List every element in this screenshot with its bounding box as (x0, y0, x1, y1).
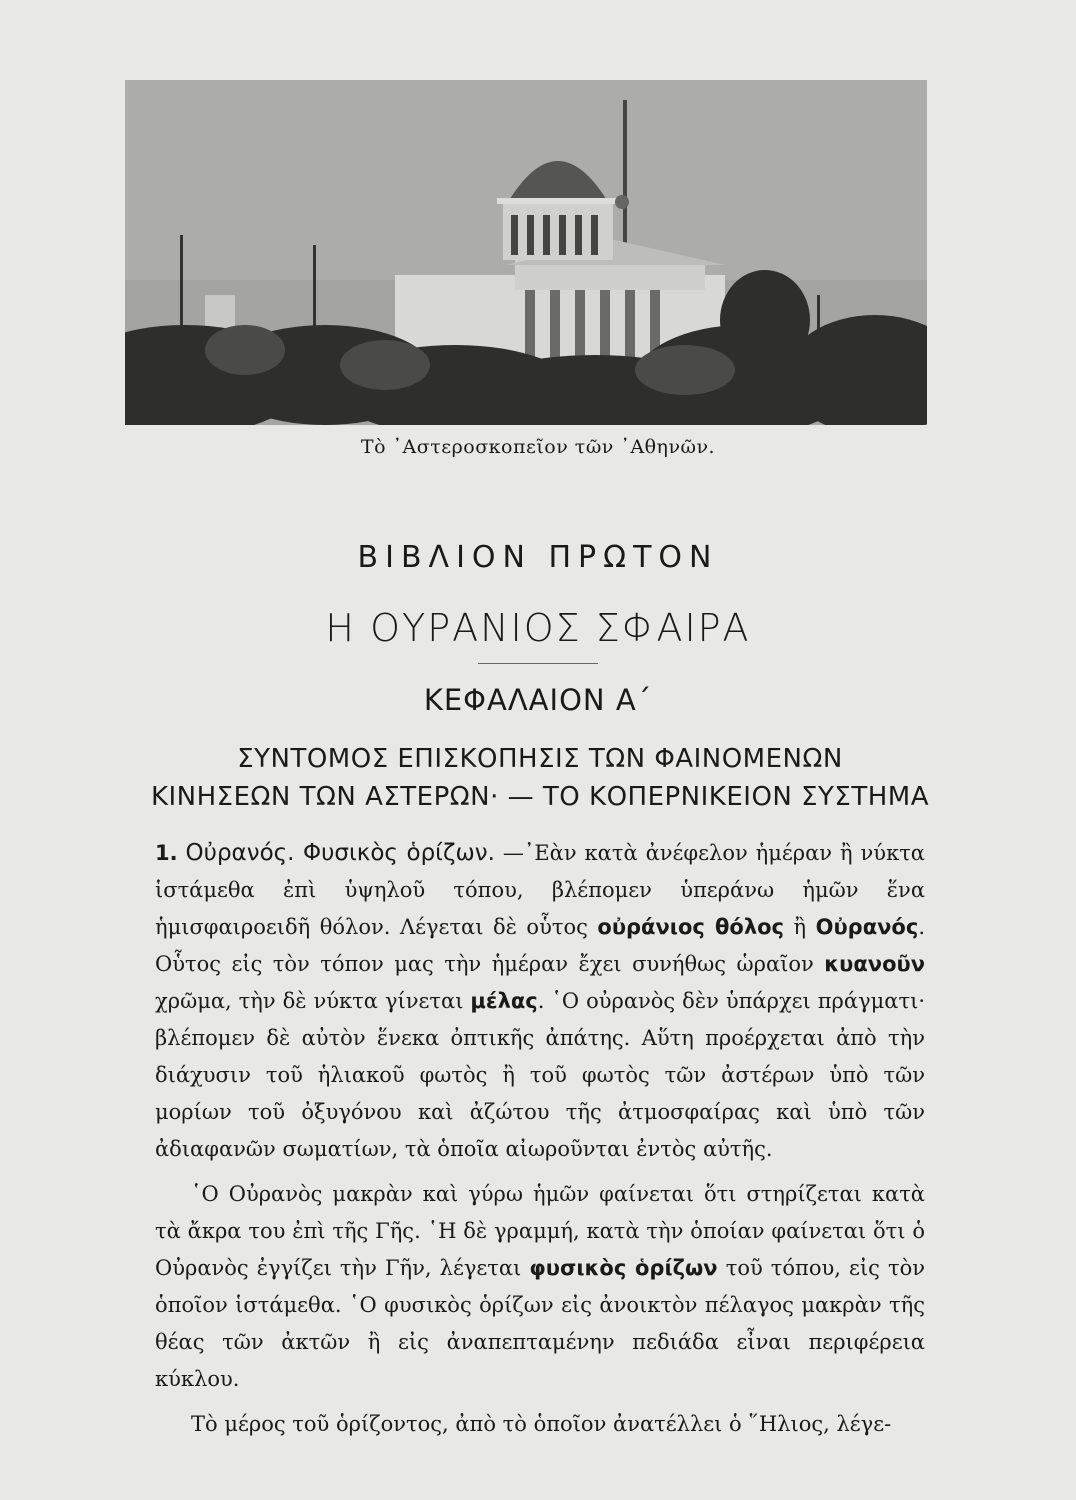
chapter-title-line-1: ΣΥΝΤΟΜΟΣ ΕΠΙΣΚΟΠΗΣΙΣ ΤΩΝ ΦΑΙΝΟΜΕΝΩΝ (237, 744, 843, 774)
paragraph-2 (155, 1176, 925, 1398)
chapter-title-line-2: ΚΙΝΗΣΕΩΝ ΤΩΝ ΑΣΤΕΡΩΝ· — ΤΟ ΚΟΠΕΡΝΙΚΕΙΟΝ ΣΥΣΤΗΜΑ (150, 782, 930, 812)
book-title: ΒΙΒΛΙΟΝ ΠΡΩΤΟΝ (357, 540, 719, 575)
text-run: . ῾Ο οὐρανὸς δὲν ὑπάρχει πράγματι· βλέπομεν δὲ αὐτὸν ἕνεκα ὀπτικῆς ἀπάτης. Αὕτη προέρχεται ἀπὸ τὴν διάχυσιν τοῦ ἡλιακοῦ φωτὸς ἢ τοῦ φωτὸς τῶν ἀστέρων ὑπὸ τῶν μορίων τοῦ ὀξυγόνου καὶ ἀζώτου τῆς ἀτμοσφαίρας καὶ ὑπὸ τῶν ἀδιαφανῶν σωματίων, τὰ ὁποῖα αἰωροῦνται ἐντὸς αὐτῆς. (155, 989, 925, 1161)
text-run: —᾿Εὰν κατὰ ἀνέφελον ἡμέραν ἢ νύκτα ἱστάμεθα ἐπὶ ὑψηλοῦ τόπου, βλέπομεν ὑπεράνω ἡμῶν ἕνα ἡμισφαιροειδῆ θόλον. Λέγεται δὲ οὗτος (155, 841, 925, 939)
text-run: ῾Ο Οὐρανὸς μακρὰν καὶ γύρω ἡμῶν φαίνεται ὅτι στηρίζεται κατὰ τὰ ἄκρα του ἐπὶ τῆς Γῆς. ῾Η δὲ γραμμή, κατὰ τὴν ὁποίαν φαίνεται ὅτι ὁ Οὐρανὸς ἐγγίζει τὴν Γῆν, λέγεται (155, 1182, 925, 1280)
paragraph-1 (155, 835, 925, 1168)
paragraph-3 (155, 1406, 925, 1443)
text-run: Τὸ μέρος τοῦ ὁρίζοντος, ἀπὸ τὸ ὁποῖον ἀνατέλλει ὁ ῞Ηλιος, λέγε- (191, 1412, 892, 1436)
part-title: Η ΟΥΡΑΝΙΟΣ ΣΦΑΙΡΑ (325, 606, 751, 650)
divider (478, 663, 598, 664)
bold-term: μέλας (470, 989, 538, 1013)
chapter-title (140, 740, 940, 816)
text-run: ἢ (784, 915, 816, 939)
text-run: . Οὗτος εἰς τὸν τόπον μας τὴν ἡμέραν ἔχει συνήθως ὡραῖον (155, 915, 925, 976)
bold-term: φυσικὸς ὁρίζων (529, 1256, 718, 1280)
bold-term: κυανοῦν (824, 952, 925, 976)
section-title: Οὐρανός. Φυσικὸς ὁρίζων. (185, 840, 495, 866)
text-run: τοῦ τόπου, εἰς τὸν ὁποῖον ἱστάμεθα. ῾Ο φυσικὸς ὁρίζων εἰς ἀνοικτὸν πέλαγος μακρὰν τῆς θέας τῶν ἀκτῶν ἢ εἰς ἀναπεπταμένην πεδιάδα εἶναι περιφέρεια κύκλου. (155, 1256, 925, 1391)
text-run: χρῶμα, τὴν δὲ νύκτα γίνεται (155, 989, 471, 1013)
section-body (155, 835, 925, 1443)
bold-term: Οὐρανός (815, 915, 919, 939)
bold-term: οὐράνιος θόλος (597, 915, 784, 939)
figure-caption: Τὸ ᾿Αστεροσκοπεῖον τῶν ᾿Αθηνῶν. (360, 436, 716, 458)
chapter-label: ΚΕΦΑΛΑΙΟΝ Α΄ (423, 683, 653, 717)
observatory-photo (125, 80, 927, 425)
section-number: 1. (155, 841, 178, 865)
